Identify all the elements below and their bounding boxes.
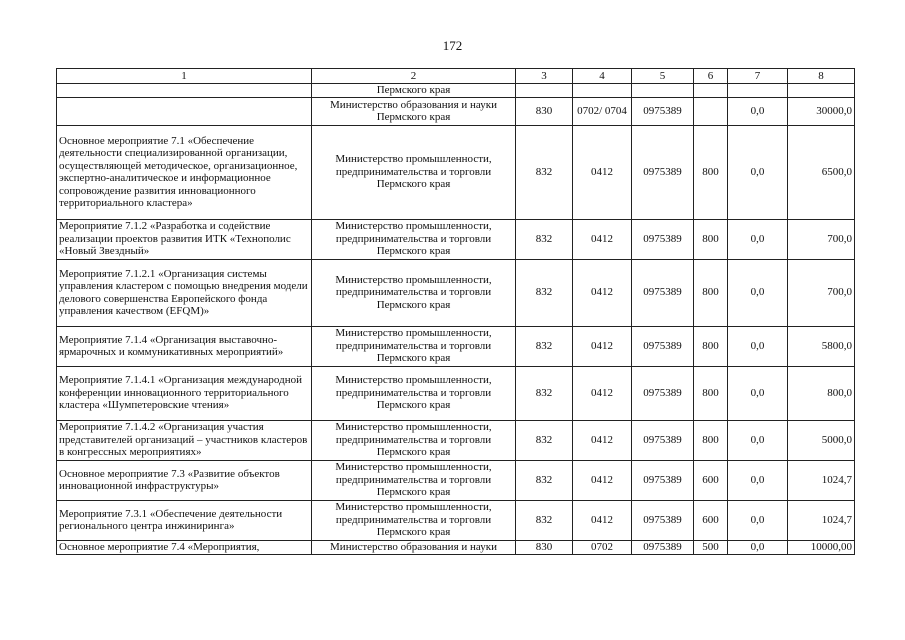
column-number: 6 — [694, 69, 728, 84]
ministry-code-cell: 832 — [516, 259, 573, 326]
executor-cell: Министерство промышленности, предпринимательства и торговли Пермского края — [312, 326, 516, 366]
amount-cell: 1024,7 — [788, 500, 855, 540]
activity-name-cell: Мероприятие 7.1.4.1 «Организация международной конференции инновационного территориального кластера «Шумпетеровские чтения» — [57, 366, 312, 420]
ministry-code-cell — [516, 84, 573, 98]
amount-cell: 10000,00 — [788, 540, 855, 554]
value-col7-cell: 0,0 — [728, 500, 788, 540]
table-row — [57, 219, 855, 259]
value-col7-cell — [728, 84, 788, 98]
activity-name-cell — [57, 84, 312, 98]
column-number: 5 — [632, 69, 694, 84]
amount-cell: 1024,7 — [788, 460, 855, 500]
ministry-code-cell: 832 — [516, 219, 573, 259]
page-number: 172 — [442, 38, 463, 53]
expense-type-cell: 600 — [694, 460, 728, 500]
ministry-code-cell: 830 — [516, 97, 573, 125]
value-col7-cell: 0,0 — [728, 125, 788, 219]
activity-name-cell: Основное мероприятие 7.4 «Мероприятия, — [57, 540, 312, 554]
executor-cell: Министерство промышленности, предпринимательства и торговли Пермского края — [312, 125, 516, 219]
value-col7-cell: 0,0 — [728, 366, 788, 420]
table-row — [57, 259, 855, 326]
expense-type-cell: 800 — [694, 326, 728, 366]
target-article-cell: 0975389 — [632, 125, 694, 219]
target-article-cell: 0975389 — [632, 460, 694, 500]
executor-cell: Министерство промышленности, предпринимательства и торговли Пермского края — [312, 259, 516, 326]
expense-type-cell: 800 — [694, 125, 728, 219]
executor-cell: Министерство промышленности, предпринимательства и торговли Пермского края — [312, 366, 516, 420]
section-code-cell — [573, 84, 632, 98]
column-number: 3 — [516, 69, 573, 84]
column-number: 8 — [788, 69, 855, 84]
amount-cell: 6500,0 — [788, 125, 855, 219]
amount-cell: 700,0 — [788, 259, 855, 326]
target-article-cell: 0975389 — [632, 366, 694, 420]
table-row — [57, 540, 855, 554]
activity-name-cell: Мероприятие 7.3.1 «Обеспечение деятельности регионального центра инжиниринга» — [57, 500, 312, 540]
table-row — [57, 420, 855, 460]
expense-type-cell: 800 — [694, 366, 728, 420]
target-article-cell — [632, 84, 694, 98]
target-article-cell: 0975389 — [632, 420, 694, 460]
expense-type-cell: 800 — [694, 259, 728, 326]
section-code-cell: 0702 — [573, 540, 632, 554]
target-article-cell: 0975389 — [632, 219, 694, 259]
activity-name-cell: Мероприятие 7.1.4.2 «Организация участия представителей организаций – участников кластеров в конгрессных мероприятиях» — [57, 420, 312, 460]
column-number: 1 — [57, 69, 312, 84]
expense-type-cell — [694, 97, 728, 125]
column-number: 4 — [573, 69, 632, 84]
table-row — [57, 366, 855, 420]
ministry-code-cell: 832 — [516, 500, 573, 540]
section-code-cell: 0412 — [573, 366, 632, 420]
expense-type-cell: 800 — [694, 420, 728, 460]
column-number: 7 — [728, 69, 788, 84]
value-col7-cell: 0,0 — [728, 540, 788, 554]
target-article-cell: 0975389 — [632, 326, 694, 366]
activity-name-cell — [57, 97, 312, 125]
ministry-code-cell: 832 — [516, 326, 573, 366]
amount-cell: 30000,0 — [788, 97, 855, 125]
column-number: 2 — [312, 69, 516, 84]
value-col7-cell: 0,0 — [728, 219, 788, 259]
executor-cell: Пермского края — [312, 84, 516, 98]
value-col7-cell: 0,0 — [728, 460, 788, 500]
target-article-cell: 0975389 — [632, 97, 694, 125]
activity-name-cell: Мероприятие 7.1.2 «Разработка и содействие реализации проектов развития ИТК «Технополис «Новый Звездный» — [57, 219, 312, 259]
ministry-code-cell: 832 — [516, 460, 573, 500]
section-code-cell: 0412 — [573, 460, 632, 500]
activity-name-cell: Основное мероприятие 7.1 «Обеспечение деятельности специализированной организации, осуществляющей методическое, организационное, экспертно-аналитическое и информационное сопровождение развития инновационного территориального кластера» — [57, 125, 312, 219]
expense-type-cell: 500 — [694, 540, 728, 554]
executor-cell: Министерство промышленности, предпринимательства и торговли Пермского края — [312, 420, 516, 460]
ministry-code-cell: 832 — [516, 125, 573, 219]
value-col7-cell: 0,0 — [728, 420, 788, 460]
amount-cell: 5000,0 — [788, 420, 855, 460]
section-code-cell: 0702/ 0704 — [573, 97, 632, 125]
executor-cell: Министерство образования и науки Пермского края — [312, 97, 516, 125]
amount-cell: 700,0 — [788, 219, 855, 259]
section-code-cell: 0412 — [573, 219, 632, 259]
budget-table — [56, 68, 855, 555]
target-article-cell: 0975389 — [632, 540, 694, 554]
target-article-cell: 0975389 — [632, 259, 694, 326]
ministry-code-cell: 830 — [516, 540, 573, 554]
executor-cell: Министерство промышленности, предпринимательства и торговли Пермского края — [312, 500, 516, 540]
expense-type-cell: 800 — [694, 219, 728, 259]
activity-name-cell: Основное мероприятие 7.3 «Развитие объектов инновационной инфраструктуры» — [57, 460, 312, 500]
value-col7-cell: 0,0 — [728, 259, 788, 326]
value-col7-cell: 0,0 — [728, 97, 788, 125]
amount-cell: 800,0 — [788, 366, 855, 420]
section-code-cell: 0412 — [573, 125, 632, 219]
section-code-cell: 0412 — [573, 420, 632, 460]
expense-type-cell — [694, 84, 728, 98]
executor-cell: Министерство образования и науки — [312, 540, 516, 554]
expense-type-cell: 600 — [694, 500, 728, 540]
table-row — [57, 460, 855, 500]
table-row — [57, 326, 855, 366]
table-body — [57, 69, 855, 555]
column-number-row — [57, 69, 855, 84]
activity-name-cell: Мероприятие 7.1.2.1 «Организация системы управления кластером с помощью внедрения модели делового совершенства Европейского фонда управления качеством (EFQM)» — [57, 259, 312, 326]
section-code-cell: 0412 — [573, 259, 632, 326]
amount-cell — [788, 84, 855, 98]
table-row — [57, 500, 855, 540]
executor-cell: Министерство промышленности, предпринимательства и торговли Пермского края — [312, 219, 516, 259]
table-row — [57, 125, 855, 219]
section-code-cell: 0412 — [573, 326, 632, 366]
amount-cell: 5800,0 — [788, 326, 855, 366]
table-row — [57, 97, 855, 125]
table-row — [57, 84, 855, 98]
target-article-cell: 0975389 — [632, 500, 694, 540]
executor-cell: Министерство промышленности, предпринимательства и торговли Пермского края — [312, 460, 516, 500]
activity-name-cell: Мероприятие 7.1.4 «Организация выставочно-ярмарочных и коммуникативных мероприятий» — [57, 326, 312, 366]
value-col7-cell: 0,0 — [728, 326, 788, 366]
ministry-code-cell: 832 — [516, 420, 573, 460]
ministry-code-cell: 832 — [516, 366, 573, 420]
section-code-cell: 0412 — [573, 500, 632, 540]
